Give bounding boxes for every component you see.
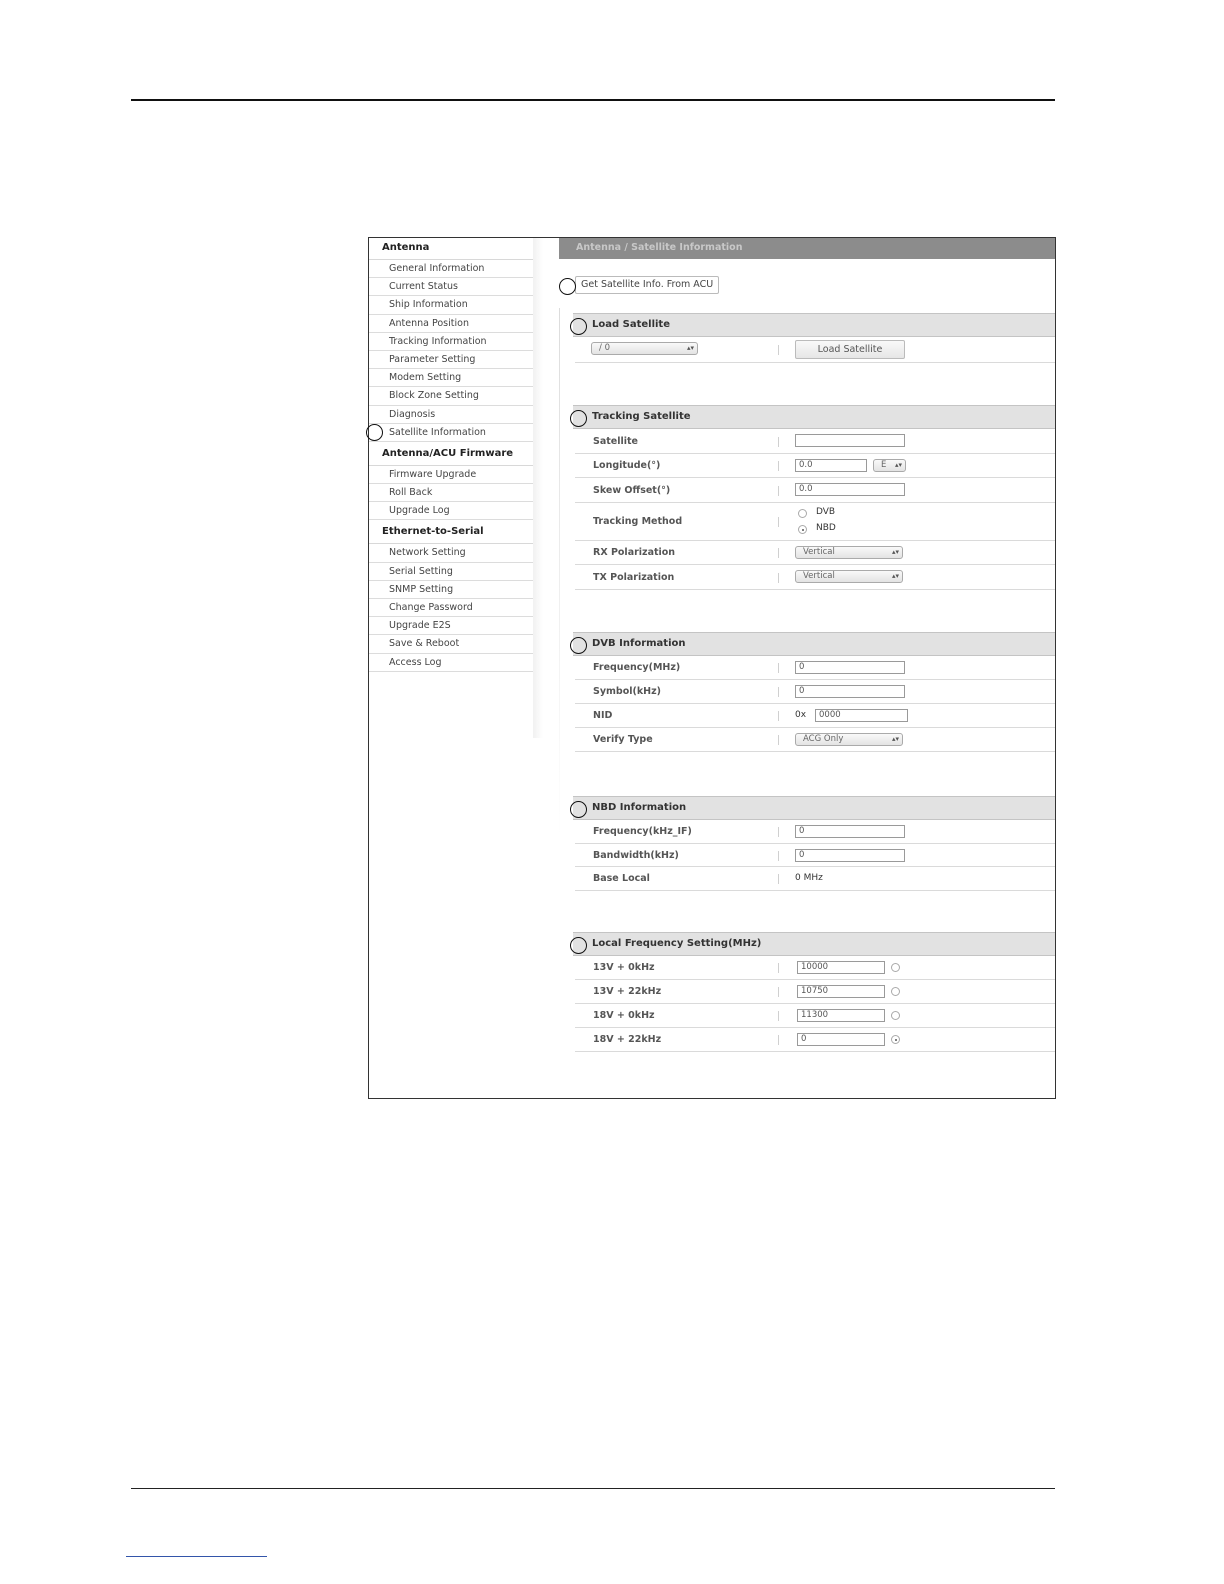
sidebar-item-upgrade-e2s[interactable]: Upgrade E2S [369, 617, 533, 635]
field-separator [778, 735, 779, 745]
tracking-method-nbd-label: NBD [816, 523, 836, 533]
rx-polarization-value: Vertical [803, 547, 835, 557]
main-panel [559, 238, 1055, 1096]
local-frequency-radio[interactable] [891, 987, 900, 996]
get-satellite-info-button[interactable]: Get Satellite Info. From ACU [575, 276, 719, 294]
select-arrows-icon: ▴▾ [891, 572, 899, 580]
nbd-frequency-input[interactable]: 0 [795, 825, 905, 838]
dvb-nid-input[interactable]: 0000 [815, 709, 908, 722]
nbd-base-local-value: 0 MHz [795, 873, 823, 883]
field-separator [778, 851, 779, 861]
local-frequency-header [573, 932, 1055, 956]
sidebar-item-current-status[interactable]: Current Status [369, 278, 533, 296]
sidebar-group-firmware: Antenna/ACU Firmware [369, 444, 533, 466]
sidebar-item-block-zone-setting[interactable]: Block Zone Setting [369, 387, 533, 405]
local-frequency-label: 13V + 22kHz [593, 986, 662, 997]
local-frequency-label: 18V + 0kHz [593, 1010, 655, 1021]
tx-polarization-value: Vertical [803, 571, 835, 581]
sidebar-item-access-log[interactable]: Access Log [369, 654, 533, 672]
sidebar-item-modem-setting[interactable]: Modem Setting [369, 369, 533, 387]
tracking-method-row [575, 503, 1055, 541]
page-top-rule [131, 99, 1055, 101]
sidebar-item-parameter-setting[interactable]: Parameter Setting [369, 351, 533, 369]
nbd-frequency-row [575, 820, 1055, 844]
dvb-verify-type-row [575, 728, 1055, 752]
field-separator [778, 963, 779, 973]
sidebar-item-snmp-setting[interactable]: SNMP Setting [369, 581, 533, 599]
local-frequency-input[interactable]: 0 [797, 1033, 885, 1046]
dvb-symbol-row [575, 680, 1055, 704]
nbd-frequency-label: Frequency(kHz_IF) [593, 826, 692, 837]
local-frequency-row [575, 980, 1055, 1004]
dvb-nid-row [575, 704, 1055, 728]
sidebar-item-general-information[interactable]: General Information [369, 260, 533, 278]
nbd-bandwidth-label: Bandwidth(kHz) [593, 850, 679, 861]
skew-offset-label: Skew Offset(°) [593, 485, 671, 496]
local-frequency-title: Local Frequency Setting(MHz) [592, 938, 762, 949]
callout-marker [570, 318, 587, 335]
field-separator [778, 827, 779, 837]
rx-polarization-select[interactable] [795, 546, 903, 559]
dvb-verify-type-select[interactable] [795, 733, 903, 746]
field-separator [778, 687, 779, 697]
rx-polarization-label: RX Polarization [593, 547, 676, 558]
skew-offset-row [575, 478, 1055, 503]
satellite-label: Satellite [593, 436, 638, 447]
longitude-row [575, 454, 1055, 478]
screenshot-frame [368, 237, 1056, 1099]
field-separator [778, 548, 779, 558]
select-arrows-icon: ▴▾ [891, 735, 899, 743]
dvb-information-title: DVB Information [592, 638, 686, 649]
tracking-method-nbd-radio[interactable] [798, 525, 807, 534]
dvb-symbol-label: Symbol(kHz) [593, 686, 661, 697]
footer-link-underline [126, 1556, 267, 1557]
nbd-information-header [573, 796, 1055, 820]
nbd-bandwidth-row [575, 844, 1055, 867]
tracking-method-dvb-label: DVB [816, 507, 836, 517]
sidebar-item-diagnosis[interactable]: Diagnosis [369, 406, 533, 424]
local-frequency-row [575, 1004, 1055, 1028]
breadcrumb: Antenna / Satellite Information [576, 242, 743, 253]
sidebar-divider [533, 238, 543, 738]
nbd-base-local-row [575, 867, 1055, 891]
field-separator [778, 345, 779, 355]
tracking-method-dvb-radio[interactable] [798, 509, 807, 518]
callout-marker [570, 637, 587, 654]
rx-polarization-row [575, 541, 1055, 565]
skew-offset-input[interactable]: 0.0 [795, 483, 905, 496]
page-title-bar [559, 238, 1055, 259]
select-arrows-icon: ▴▾ [686, 344, 694, 352]
local-frequency-label: 13V + 0kHz [593, 962, 655, 973]
satellite-select-value: / 0 [599, 343, 610, 353]
dvb-verify-type-label: Verify Type [593, 734, 653, 745]
sidebar-item-network-setting[interactable]: Network Setting [369, 544, 533, 562]
select-arrows-icon: ▴▾ [894, 461, 902, 469]
longitude-direction-select[interactable] [873, 459, 906, 472]
field-separator [778, 1035, 779, 1045]
load-satellite-title: Load Satellite [592, 319, 670, 330]
field-separator [778, 711, 779, 721]
sidebar-item-save-reboot[interactable]: Save & Reboot [369, 635, 533, 653]
satellite-select[interactable] [591, 342, 698, 355]
field-separator [778, 663, 779, 673]
field-separator [778, 573, 779, 583]
nbd-information-title: NBD Information [592, 802, 687, 813]
dvb-verify-type-value: ACG Only [803, 734, 844, 744]
dvb-symbol-input[interactable]: 0 [795, 685, 905, 698]
sidebar-item-roll-back[interactable]: Roll Back [369, 484, 533, 502]
load-satellite-row [575, 337, 1055, 363]
page-bottom-rule [131, 1488, 1055, 1489]
tracking-method-label: Tracking Method [593, 516, 683, 527]
tx-polarization-row [575, 565, 1055, 590]
local-frequency-radio[interactable] [891, 1011, 900, 1020]
field-separator [778, 486, 779, 496]
longitude-input[interactable]: 0.0 [795, 459, 867, 472]
field-separator [778, 517, 779, 527]
local-frequency-row [575, 956, 1055, 980]
field-separator [778, 461, 779, 471]
dvb-frequency-input[interactable]: 0 [795, 661, 905, 674]
dvb-nid-prefix: 0x [795, 710, 807, 720]
sidebar-item-change-password[interactable]: Change Password [369, 599, 533, 617]
callout-marker [570, 410, 587, 427]
sidebar-item-serial-setting[interactable]: Serial Setting [369, 563, 533, 581]
field-separator [778, 437, 779, 447]
field-separator [778, 987, 779, 997]
callout-marker [570, 801, 587, 818]
content-left-border [559, 308, 560, 838]
local-frequency-row [575, 1028, 1055, 1052]
field-separator [778, 1011, 779, 1021]
tracking-satellite-header [573, 405, 1055, 429]
dvb-information-header [573, 632, 1055, 656]
local-frequency-label: 18V + 22kHz [593, 1034, 662, 1045]
load-satellite-button[interactable]: Load Satellite [795, 340, 905, 359]
local-frequency-input[interactable]: 10000 [797, 961, 885, 974]
sidebar-group-ethernet-to-serial: Ethernet-to-Serial [369, 522, 533, 544]
satellite-row [575, 429, 1055, 454]
local-frequency-input[interactable]: 11300 [797, 1009, 885, 1022]
longitude-label: Longitude(°) [593, 460, 661, 471]
tx-polarization-label: TX Polarization [593, 572, 675, 583]
nbd-bandwidth-input[interactable]: 0 [795, 849, 905, 862]
sidebar-group-antenna: Antenna [369, 238, 533, 260]
select-arrows-icon: ▴▾ [891, 548, 899, 556]
dvb-frequency-row [575, 656, 1055, 680]
local-frequency-input[interactable]: 10750 [797, 985, 885, 998]
sidebar [369, 238, 533, 672]
local-frequency-radio[interactable] [891, 963, 900, 972]
sidebar-item-antenna-position[interactable]: Antenna Position [369, 315, 533, 333]
longitude-direction-value: E [881, 460, 887, 470]
tracking-satellite-title: Tracking Satellite [592, 411, 691, 422]
sidebar-item-satellite-information[interactable]: Satellite Information [369, 424, 533, 442]
dvb-nid-label: NID [593, 710, 613, 721]
sidebar-item-firmware-upgrade[interactable]: Firmware Upgrade [369, 466, 533, 484]
sidebar-item-tracking-information[interactable]: Tracking Information [369, 333, 533, 351]
local-frequency-radio[interactable] [891, 1035, 900, 1044]
sidebar-item-upgrade-log[interactable]: Upgrade Log [369, 502, 533, 520]
callout-marker [559, 278, 576, 295]
callout-marker [570, 937, 587, 954]
satellite-input[interactable] [795, 434, 905, 447]
tx-polarization-select[interactable] [795, 570, 903, 583]
nbd-base-local-label: Base Local [593, 873, 650, 884]
load-satellite-header [573, 313, 1055, 337]
sidebar-item-ship-information[interactable]: Ship Information [369, 296, 533, 314]
dvb-frequency-label: Frequency(MHz) [593, 662, 681, 673]
field-separator [778, 874, 779, 884]
callout-marker [366, 424, 383, 441]
